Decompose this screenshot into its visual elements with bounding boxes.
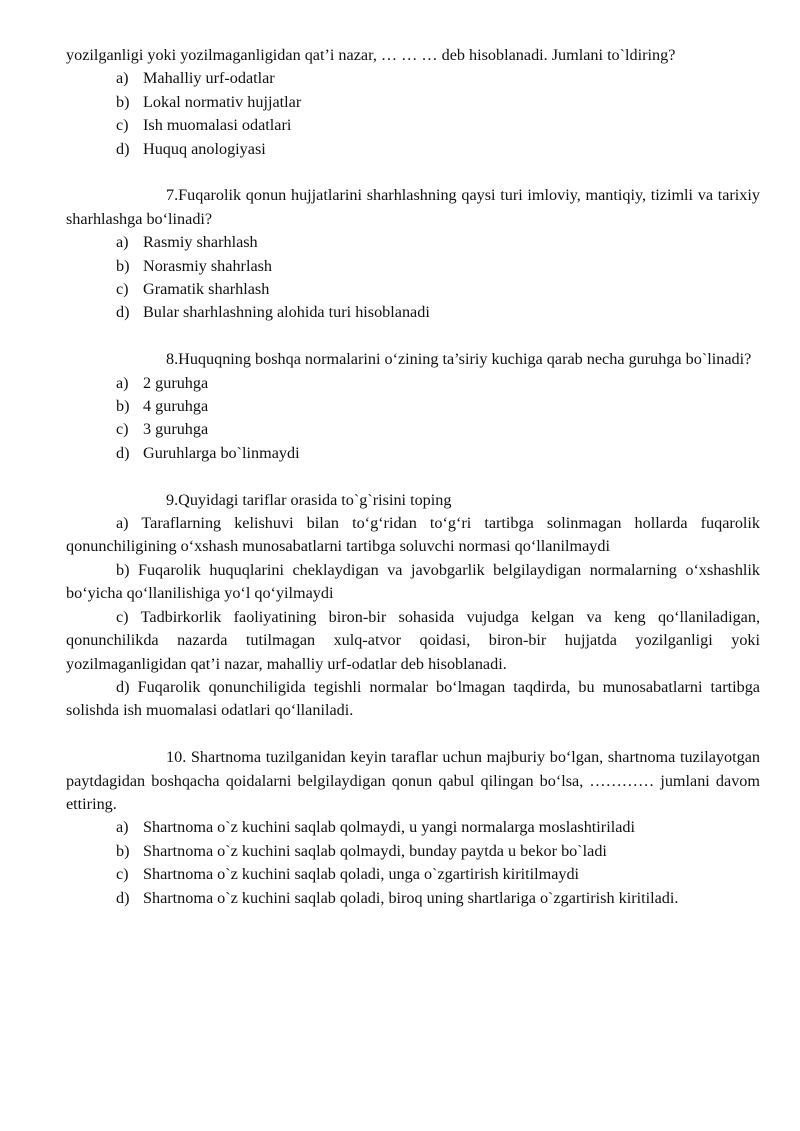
option: c) 3 guruhga [116, 420, 209, 439]
question-8-options [66, 372, 760, 466]
option: b) Shartnoma o`z kuchini saqlab qolmaydi, bunday paytda u bekor bo`ladi [116, 841, 607, 860]
option: b) Fuqarolik huquqlarini cheklaydigan va javobgarlik belgilaydigan normalarning o‘xshashlik bo‘yicha qo‘llanilishiga yo‘l qo‘yilmaydi [66, 560, 761, 603]
option: b) Norasmiy shahrlash [116, 256, 273, 275]
option: d) Shartnoma o`z kuchini saqlab qoladi, biroq uning shartlariga o`zgartirish kiritiladi. [116, 888, 679, 907]
option: a) Rasmiy sharhlash [116, 233, 258, 252]
option: c) Gramatik sharhlash [116, 280, 270, 299]
question-number: 8. [166, 350, 179, 369]
option: a) Mahalliy urf-odatlar [116, 69, 275, 88]
option: c) Tadbirkorlik faoliyatining biron-bir sohasida vujudga kelgan va keng qo‘llaniladigan, qonunchilikda nazarda tutilmagan xulq-atvor qoidasi, biron-bir hujjatda yozilganligi yoki yozilmaganligidan qat’i nazar, mahalliy urf-odatlar deb hisoblanadi. [66, 607, 760, 673]
question-10 [66, 746, 760, 910]
question-6-options [66, 67, 760, 161]
question-number: 10. [166, 748, 187, 767]
option: b) Lokal normativ hujjatlar [116, 92, 302, 111]
option: a) Taraflarning kelishuvi bilan to‘g‘ridan to‘g‘ri tartibga solinmagan hollarda fuqarolik qonunchiligining o‘xshash munosabatlarni tartibga soluvchi normasi qo‘llanilmaydi [66, 514, 760, 556]
option: c) Ish muomalasi odatlari [116, 116, 292, 135]
question-9-text: 9.Quyidagi tariflar orasida to`g`risini toping [66, 489, 760, 512]
question-10-text: 10. Shartnoma tuzilganidan keyin taraflar uchun majburiy bo‘lgan, shartnoma tuzilayotgan paytdagidan boshqacha qoidalarni belgilaydigan qonun qabul qilingan bo‘lsa, ………… jumlani davom ettiring. [66, 748, 760, 813]
option: c) Shartnoma o`z kuchini saqlab qoladi, unga o`zgartirish kiritilmaydi [116, 865, 580, 884]
question-10-options [66, 816, 760, 910]
question-7-text: 7.Fuqarolik qonun hujjatlarini sharhlashning qaysi turi imloviy, mantiqiy, tizimli va tarixiy sharhlashga bo‘linadi? [66, 186, 760, 228]
question-6-text: yozilganligi yoki yozilmaganligidan qat’i nazar, … … … deb hisoblanadi. Jumlani to`ldiring? [66, 46, 676, 64]
question-9 [66, 489, 760, 723]
question-8 [66, 348, 760, 465]
option: d) Guruhlarga bo`linmaydi [116, 443, 300, 462]
question-number: 7. [166, 186, 179, 205]
option: a) 2 guruhga [116, 373, 209, 392]
question-8-text: 8.Huquqning boshqa normalarini o‘zining ta’siriy kuchiga qarab necha guruhga bo`linadi? [66, 348, 760, 371]
option: d) Fuqarolik qonunchiligida tegishli normalar bo‘lmagan taqdirda, bu munosabatlarni tartibga solishda ish muomalasi odatlari qo‘llaniladi. [66, 677, 760, 720]
question-7-options [66, 231, 760, 325]
option: d) Bular sharhlashning alohida turi hisoblanadi [116, 303, 430, 322]
question-6-tail [66, 44, 760, 161]
question-7 [66, 184, 760, 324]
option: b) 4 guruhga [116, 397, 209, 416]
option: d) Huquq anologiyasi [116, 139, 266, 158]
question-number: 9. [166, 490, 179, 509]
option: a) Shartnoma o`z kuchini saqlab qolmaydi, u yangi normalarga moslashtiriladi [116, 818, 635, 837]
